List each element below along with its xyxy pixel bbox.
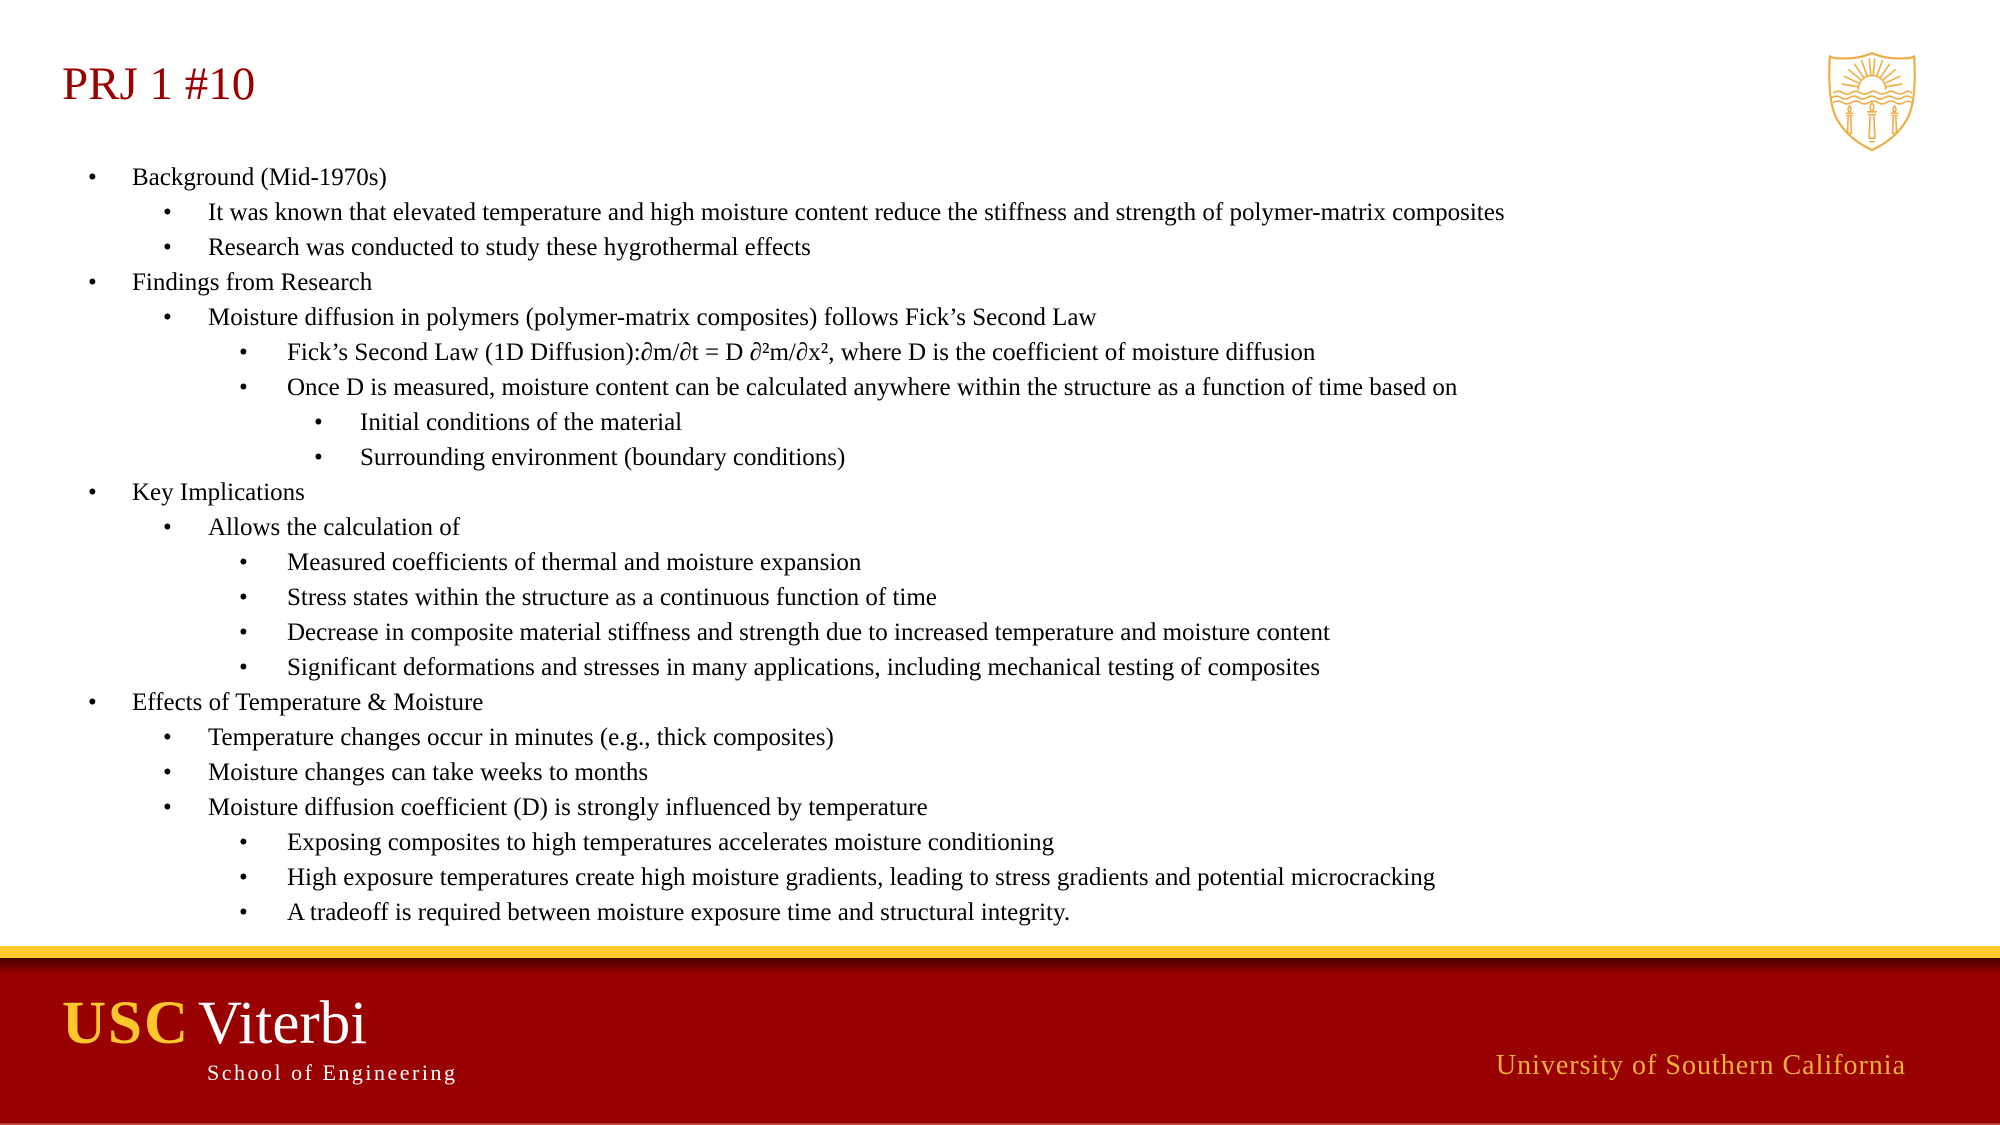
bullet-marker: •: [163, 199, 172, 226]
bullet-marker: •: [163, 304, 172, 331]
bullet-text: Fick’s Second Law (1D Diffusion):∂m/∂t = D ∂²m/∂x², where D is the coefficient of moisture diffusion: [287, 339, 1316, 366]
bullet-item: [0, 160, 2000, 195]
bullet-text: Allows the calculation of: [208, 514, 461, 541]
bullet-text: Decrease in composite material stiffness and strength due to increased temperature and moisture content: [287, 619, 1330, 646]
bullet-text: It was known that elevated temperature and high moisture content reduce the stiffness and strength of polymer-matrix composites: [208, 199, 1505, 226]
bullet-text: Measured coefficients of thermal and moisture expansion: [287, 549, 862, 576]
bullet-text: Stress states within the structure as a continuous function of time: [287, 584, 937, 611]
bullet-marker: •: [163, 794, 172, 821]
bullet-marker: •: [163, 724, 172, 751]
bullet-text: Moisture diffusion in polymers (polymer-matrix composites) follows Fick’s Second Law: [208, 304, 1097, 331]
bullet-marker: •: [239, 829, 248, 856]
bullet-marker: •: [88, 164, 97, 191]
bullet-marker: •: [239, 864, 248, 891]
bullet-marker: •: [163, 514, 172, 541]
bullet-item: [0, 510, 2000, 545]
bullet-item: [0, 860, 2000, 895]
bullet-marker: •: [239, 374, 248, 401]
bullet-text: Significant deformations and stresses in many applications, including mechanical testing of composites: [287, 654, 1321, 681]
bullet-item: [0, 370, 2000, 405]
bullet-item: [0, 545, 2000, 580]
bullet-item: [0, 405, 2000, 440]
bullet-item: [0, 895, 2000, 930]
usc-wordmark: USC: [62, 990, 191, 1057]
bullet-list: [0, 160, 2000, 930]
bullet-marker: •: [163, 759, 172, 786]
bullet-text: Moisture diffusion coefficient (D) is strongly influenced by temperature: [208, 794, 928, 821]
bullet-marker: •: [239, 549, 248, 576]
bullet-text: Research was conducted to study these hygrothermal effects: [208, 234, 811, 261]
bullet-text: Initial conditions of the material: [360, 409, 683, 436]
bullet-marker: •: [239, 584, 248, 611]
bullet-item: [0, 335, 2000, 370]
school-of-engineering-label: School of Engineering: [207, 1060, 458, 1085]
bullet-item: [0, 475, 2000, 510]
bullet-text: High exposure temperatures create high moisture gradients, leading to stress gradients and potential microcracking: [287, 864, 1436, 891]
bullet-text: A tradeoff is required between moisture exposure time and structural integrity.: [287, 899, 1071, 926]
bullet-text: Temperature changes occur in minutes (e.g., thick composites): [208, 724, 834, 751]
bullet-item: [0, 825, 2000, 860]
bullet-text: Background (Mid-1970s): [132, 164, 387, 191]
bullet-marker: •: [88, 269, 97, 296]
bullet-text: Findings from Research: [132, 269, 373, 296]
bullet-marker: •: [239, 339, 248, 366]
bullet-marker: •: [239, 654, 248, 681]
viterbi-wordmark: Viterbi: [198, 990, 368, 1057]
page-title: PRJ 1 #10: [62, 58, 256, 110]
bullet-marker: •: [314, 409, 323, 436]
bullet-item: [0, 300, 2000, 335]
bullet-item: [0, 580, 2000, 615]
bullet-marker: •: [239, 619, 248, 646]
bullet-item: [0, 790, 2000, 825]
bullet-text: Moisture changes can take weeks to months: [208, 759, 649, 786]
bullet-item: [0, 650, 2000, 685]
bullet-text: Surrounding environment (boundary conditions): [360, 444, 846, 471]
bullet-marker: •: [88, 479, 97, 506]
bullet-text: Key Implications: [132, 479, 305, 506]
bullet-item: [0, 720, 2000, 755]
bullet-text: Exposing composites to high temperatures accelerates moisture conditioning: [287, 829, 1055, 856]
bullet-item: [0, 685, 2000, 720]
usc-viterbi-logo: [62, 990, 368, 1057]
gold-stripe: [0, 946, 2000, 958]
university-label: University of Southern California: [1495, 1050, 1906, 1081]
bullet-marker: •: [314, 444, 323, 471]
bullet-text: Effects of Temperature & Moisture: [132, 689, 484, 716]
bullet-item: [0, 265, 2000, 300]
bullet-marker: •: [239, 899, 248, 926]
bullet-item: [0, 195, 2000, 230]
bullet-marker: •: [163, 234, 172, 261]
bullet-text: Once D is measured, moisture content can be calculated anywhere within the structure as a function of time based on: [287, 374, 1458, 401]
bullet-item: [0, 615, 2000, 650]
bullet-item: [0, 440, 2000, 475]
usc-shield-icon: [1823, 48, 1921, 154]
bullet-item: [0, 230, 2000, 265]
bullet-item: [0, 755, 2000, 790]
bullet-marker: •: [88, 689, 97, 716]
